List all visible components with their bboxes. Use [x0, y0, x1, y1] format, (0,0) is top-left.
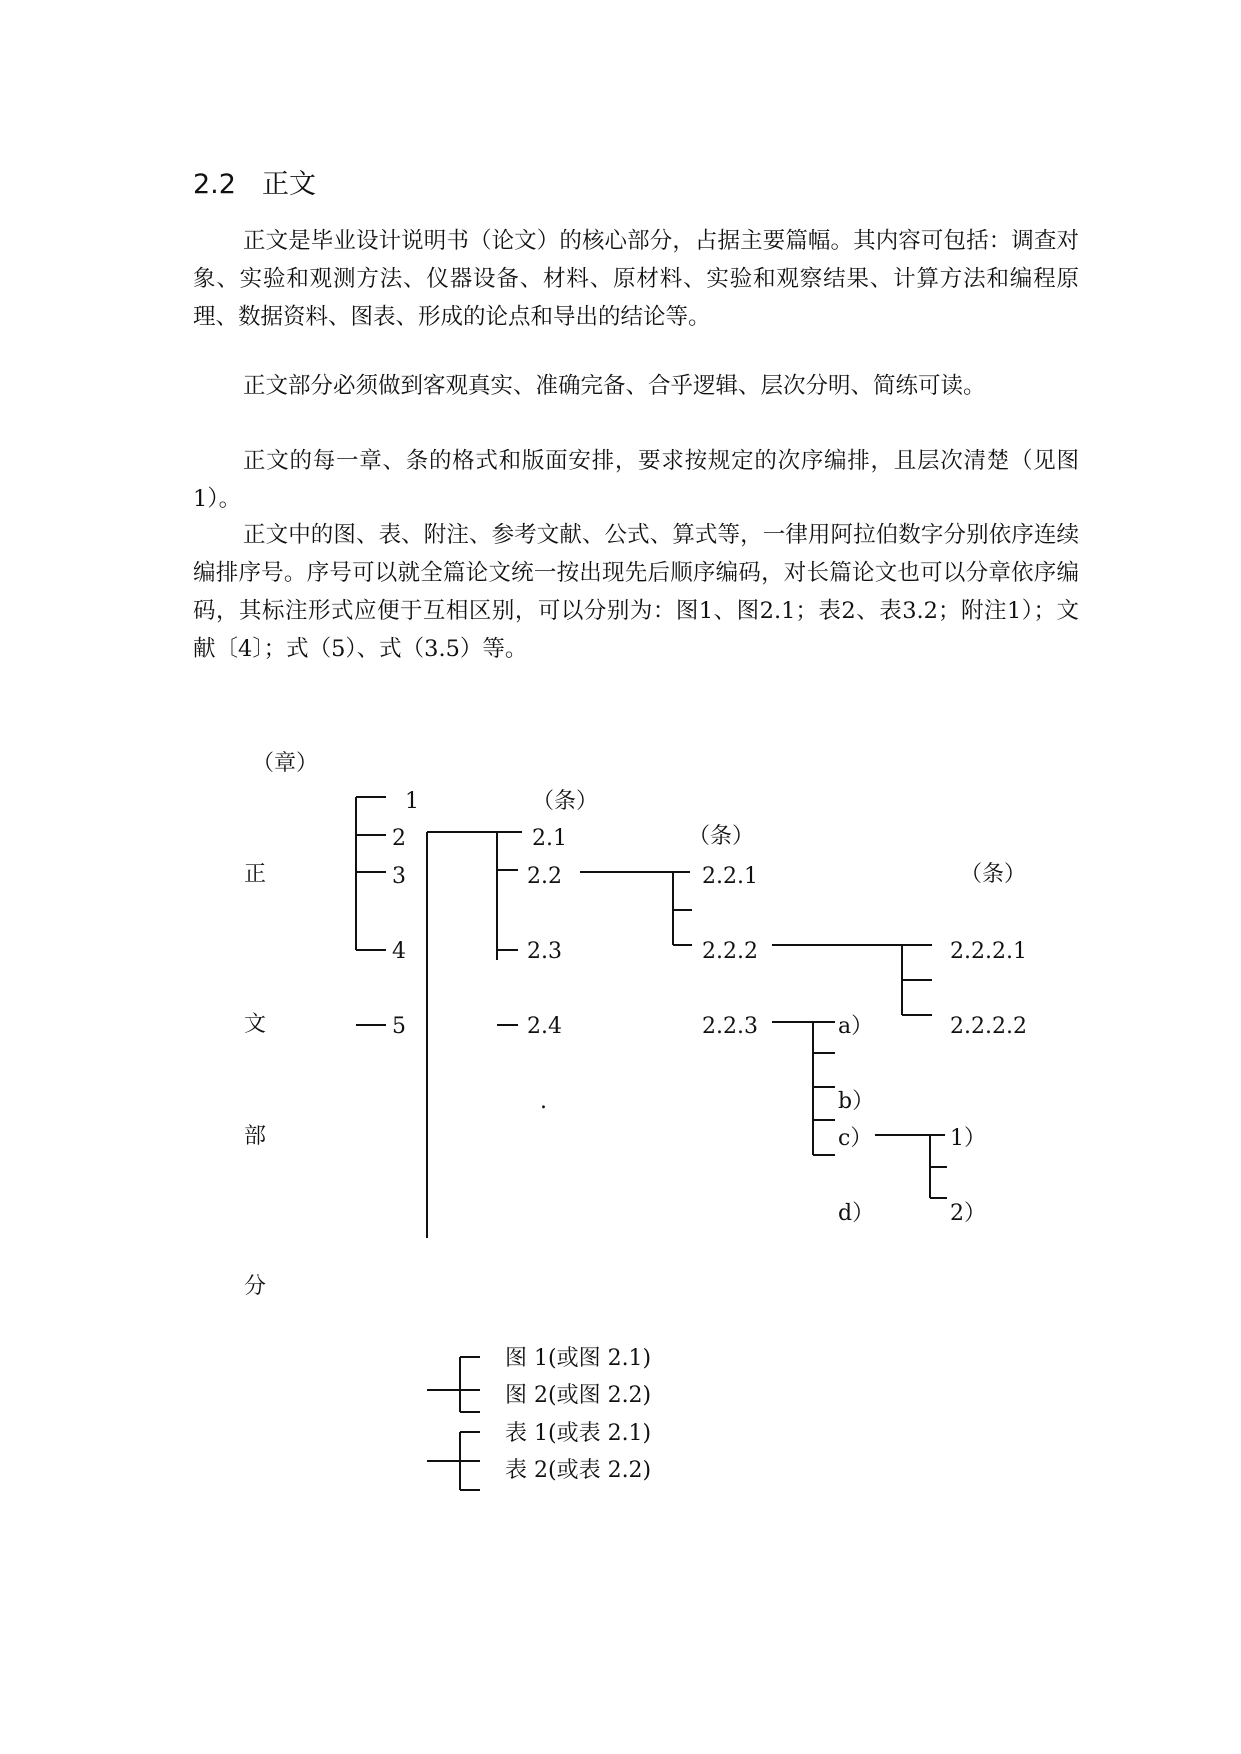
- clause-header-l1: （条）: [532, 789, 599, 814]
- section-title: 正文: [261, 169, 316, 200]
- clause-l3: 2.2.2.2: [950, 1014, 1027, 1039]
- clause-l3: 2.2.2.1: [950, 939, 1027, 964]
- item-number: 1）: [950, 1126, 986, 1151]
- paragraph-2: 正文部分必须做到客观真实、准确完备、合乎逻辑、层次分明、简练可读。: [243, 373, 986, 399]
- clause-l1: 2.1: [532, 826, 567, 851]
- paragraph-4: 正文中的图、表、附注、参考文献、公式、算式等，一律用阿拉伯数字分别依序连续编排序号。序号可以就全篇论文统一按出现先后顺序编码，对长篇论文也可以分章依序编码，其标注形式应便于互相区别，可以分别为：图1、图2.1；表2、表3.2；附注1）；文献〔4〕；式（5）、式（3.5）等。: [193, 522, 1079, 662]
- clause-l1: 2.4: [527, 1014, 562, 1039]
- clause-l2: 2.2.3: [702, 1014, 758, 1039]
- figure-label: 图 1(或图 2.1): [505, 1346, 652, 1371]
- clause-l1: 2.2: [527, 864, 562, 889]
- chapter-number: 3: [392, 864, 406, 889]
- ellipsis-dot: .: [540, 1089, 547, 1114]
- clause-header-l2: （条）: [688, 824, 755, 849]
- table-label: 表 2(或表 2.2): [505, 1458, 652, 1483]
- figure-label: 图 2(或图 2.2): [505, 1383, 652, 1408]
- chapter-number: 4: [392, 939, 406, 964]
- chapter-header: （章）: [252, 751, 319, 776]
- vertical-label-char: 部: [244, 1124, 267, 1149]
- chapter-number: 2: [392, 826, 406, 851]
- item-number: 2）: [950, 1201, 986, 1226]
- vertical-label-char: 分: [244, 1274, 267, 1299]
- clause-header-l3: （条）: [960, 862, 1027, 887]
- chapter-number: 1: [405, 789, 419, 814]
- clause-l2: 2.2.2: [702, 939, 758, 964]
- paragraph-1: 正文是毕业设计说明书（论文）的核心部分，占据主要篇幅。其内容可包括：调查对象、实验和观测方法、仪器设备、材料、原材料、实验和观察结果、计算方法和编程原理、数据资料、图表、形成的论点和导出的结论等。: [193, 228, 1079, 330]
- paragraph-3: 正文的每一章、条的格式和版面安排，要求按规定的次序编排，且层次清楚（见图1）。: [193, 448, 1079, 512]
- item-letter: b）: [838, 1089, 875, 1114]
- item-letter: c）: [838, 1126, 873, 1151]
- vertical-label-char: 正: [244, 862, 267, 887]
- clause-l2: 2.2.1: [702, 864, 758, 889]
- chapter-number: 5: [392, 1014, 406, 1039]
- item-letter: a）: [838, 1014, 874, 1039]
- section-number: 2.2: [193, 169, 236, 200]
- clause-l1: 2.3: [527, 939, 562, 964]
- item-letter: d）: [838, 1201, 875, 1226]
- vertical-label-char: 文: [244, 1012, 267, 1037]
- table-label: 表 1(或表 2.1): [505, 1421, 652, 1446]
